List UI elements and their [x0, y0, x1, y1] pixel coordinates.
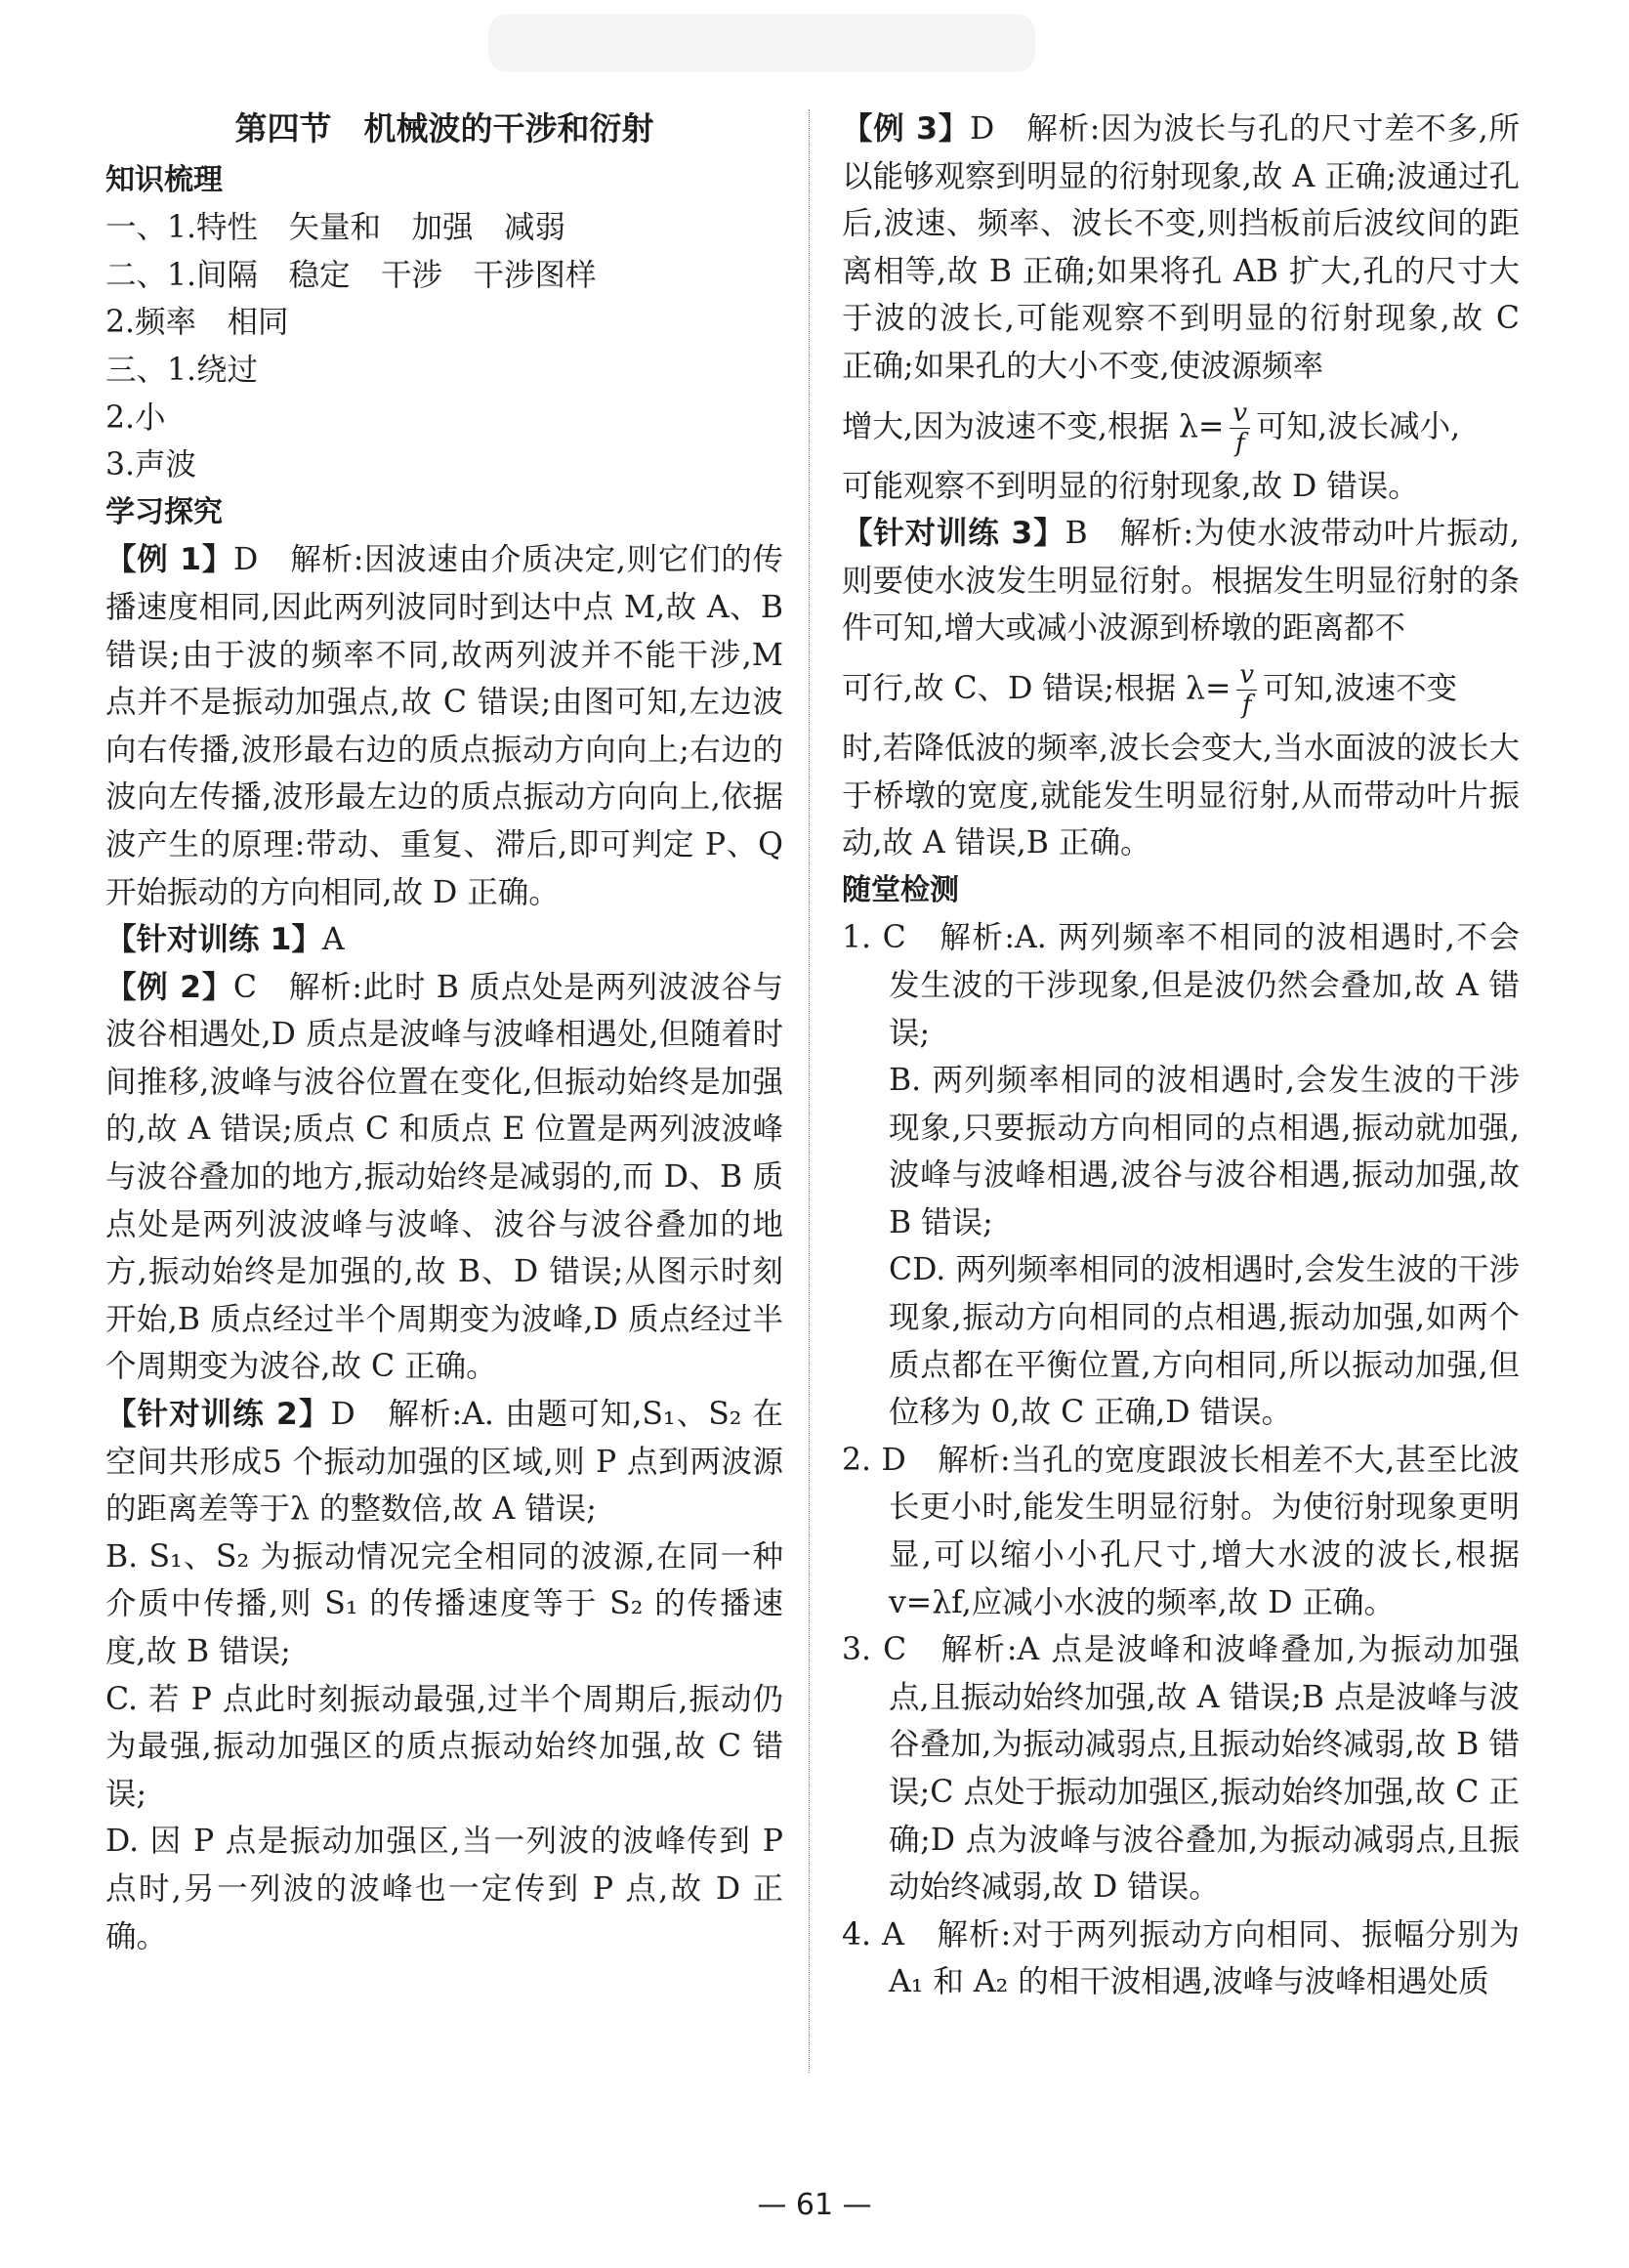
check-heading: 随堂检测 [842, 872, 959, 907]
question-1-option-b: B. 两列频率相同的波相遇时,会发生波的干涉现象,只要振动方向相同的点相遇,振动就加强,波峰与波峰相遇,波谷与波谷相遇,振动加强,故 B 错误; [889, 1063, 1520, 1240]
page-number: — 61 — [757, 2188, 872, 2222]
example-2-label: 【例 2】 [105, 969, 233, 1005]
fraction-denominator: f [1234, 428, 1245, 458]
training-3-formula-pre: 可行,故 C、D 错误;根据 λ= [842, 670, 1232, 706]
page-title: 第四节 机械波的干涉和衍射 [234, 109, 654, 147]
fraction-numerator: v [1236, 660, 1257, 691]
training-1 [105, 916, 783, 964]
fraction-numerator: v [1230, 399, 1250, 429]
training-2-option-b: B. S₁、S₂ 为振动情况完全相同的波源,在同一种介质中传播,则 S₁ 的传播速度等于 S₂ 的传播速度,故 B 错误; [105, 1538, 783, 1669]
example-1 [105, 536, 783, 916]
fraction-v-over-f [1230, 399, 1250, 458]
question-2: 2. D 解析:当孔的宽度跟波长相差不大,甚至比波长更小时,能发生明显衍射。为使衍射现象更明显,可以缩小小孔尺寸,增大水波的波长,根据 v=λf,应减小水波的频率,故 D 正确。 [842, 1442, 1520, 1620]
training-2-text-a: D 解析:A. 由题可知,S₁、S₂ 在空间共形成5 个振动加强的区域,则 P 点到两波源的距离差等于λ 的整数倍,故 A 错误; [105, 1397, 783, 1528]
example-3-formula-post: 可知,波长减小, [1256, 408, 1461, 444]
knowledge-line: 一、1.特性 矢量和 加强 减弱 [105, 210, 566, 246]
example-2-text: C 解析:此时 B 质点处是两列波波谷与波谷相遇处,D 质点是波峰与波峰相遇处,但随着时间推移,波峰与波谷位置在变化,但振动始终是加强的,故 A 错误;质点 C 和质点 E 位置是两列波波峰与波谷叠加的地方,振动始终是减弱的,而 D、B 质点处是两列波波峰与波峰、波谷与波谷叠加的地方,振动始终是加强的,故 B、D 错误;从图示时刻开始,B 质点经过半个周期变为波峰,D 质点经过半个周期变为波谷,故 C 正确。 [105, 969, 784, 1385]
example-1-text: D 解析:因波速由介质决定,则它们的传播速度相同,因此两列波同时到达中点 M,故 A、B 错误;由于波的频率不同,故两列波并不能干涉,M 点并不是振动加强点,故 C 错误;由图可知,左边波向右传播,波形最右边的质点振动方向向上;右边的波向左传播,波形最左边的质点振动方向向上,依据波产生的原理:带动、重复、滞后,即可判定 P、Q 开始振动的方向相同,故 D 正确。 [105, 542, 783, 910]
training-3 [842, 510, 1520, 652]
question-4: 4. A 解析:对于两列振动方向相同、振幅分别为 A₁ 和 A₂ 的相干波相遇,波峰与波峰相遇处质 [842, 1916, 1520, 2000]
knowledge-heading: 知识梳理 [105, 162, 223, 197]
knowledge-line: 2.小 [105, 399, 166, 436]
column-divider [809, 109, 810, 2073]
training-1-label: 【针对训练 1】 [105, 922, 322, 958]
right-column [842, 105, 1520, 2006]
training-1-text: A [321, 922, 345, 958]
training-2-option-d: D. 因 P 点是振动加强区,当一列波的波峰传到 P 点时,另一列波的波峰也一定传到 P 点,故 D 正确。 [105, 1824, 783, 1954]
fraction-v-over-f [1236, 660, 1257, 720]
example-3-formula-pre: 增大,因为波速不变,根据 λ= [842, 408, 1225, 444]
training-3-formula-line [842, 652, 1520, 725]
knowledge-line: 二、1.间隔 稳定 干涉 干涉图样 [105, 257, 597, 293]
example-1-label: 【例 1】 [105, 542, 234, 578]
question-3: 3. C 解析:A 点是波峰和波峰叠加,为振动加强点,且振动始终加强,故 A 错误;B 点是波峰与波谷叠加,为振动减弱点,且振动始终减弱,故 B 错误;C 点处于振动加强区,振动始终加强,故 C 正确;D 点为波峰与波谷叠加,为振动减弱点,且振动始终减弱,故 D 错误。 [842, 1632, 1520, 1906]
training-2 [105, 1391, 783, 1533]
example-3-formula-line [842, 391, 1520, 463]
example-3-label: 【例 3】 [842, 111, 971, 147]
example-3 [842, 105, 1520, 391]
training-3-formula-post: 可知,波速不变 [1263, 670, 1458, 706]
training-3-label: 【针对训练 3】 [842, 516, 1065, 552]
example-3-text: D 解析:因为波长与孔的尺寸差不多,所以能够观察到明显的衍射现象,故 A 正确;波通过孔后,波速、频率、波长不变,则挡板前后波纹间的距离相等,故 B 正确;如果将孔 AB 扩大,孔的尺寸大于波的波长,可能观察不到明显的衍射现象,故 C 正确;如果孔的大小不变,使波源频率 [842, 111, 1520, 384]
question-1-option-cd: CD. 两列频率相同的波相遇时,会发生波的干涉现象,振动方向相同的点相遇,振动加强,如两个质点都在平衡位置,方向相同,所以振动加强,但位移为 0,故 C 正确,D 错误。 [889, 1252, 1520, 1431]
example-2 [105, 964, 783, 1391]
training-2-label: 【针对训练 2】 [105, 1397, 331, 1433]
training-3-tail: 时,若降低波的频率,波长会变大,当水面波的波长大于桥墩的宽度,就能发生明显衍射,从而带动叶片振动,故 A 错误,B 正确。 [842, 730, 1520, 861]
knowledge-line: 3.声波 [105, 447, 197, 483]
question-1: 1. C 解析:A. 两列频率不相同的波相遇时,不会发生波的干涉现象,但是波仍然会叠加,故 A 错误; [842, 920, 1520, 1051]
training-2-option-c: C. 若 P 点此时刻振动最强,过半个周期后,振动仍为最强,振动加强区的质点振动始终加强,故 C 错误; [105, 1681, 783, 1812]
knowledge-line: 三、1.绕过 [105, 352, 259, 388]
explore-heading: 学习探究 [105, 494, 223, 529]
knowledge-line: 2.频率 相同 [105, 305, 289, 341]
fraction-denominator: f [1241, 690, 1252, 720]
left-column [105, 105, 783, 1960]
training-3-text: B 解析:为使水波带动叶片振动,则要使水波发生明显衍射。根据发生明显衍射的条件可知,增大或减小波源到桥墩的距离都不 [842, 516, 1520, 647]
scan-artifact [488, 14, 1035, 72]
example-3-tail: 可能观察不到明显的衍射现象,故 D 错误。 [842, 468, 1419, 504]
